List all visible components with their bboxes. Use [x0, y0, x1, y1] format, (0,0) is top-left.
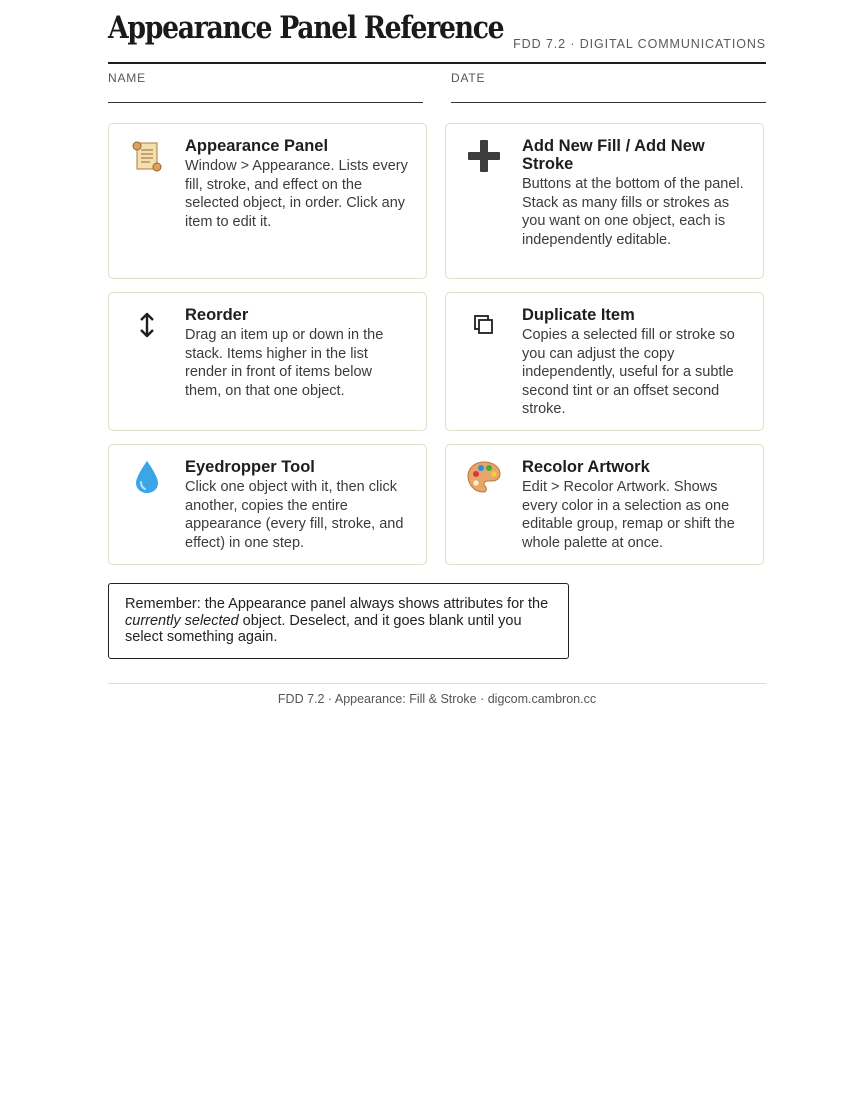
- card-description: Click one object with it, then click another, copies the entire appearance (every fill, stroke, and effect) in one step.: [185, 479, 404, 551]
- card-title: Eyedropper Tool: [185, 458, 315, 476]
- page-title: Appearance Panel Reference: [108, 10, 504, 46]
- date-field-label: DATE: [451, 71, 486, 85]
- droplet-icon: [127, 457, 167, 497]
- card-add-new-fill: [445, 123, 764, 279]
- reference-sheet: [108, 0, 766, 706]
- note-text-after: object. Deselect, and it goes blank until you select something again.: [125, 612, 522, 645]
- card-appearance-panel: [108, 123, 427, 279]
- card-description: Buttons at the bottom of the panel. Stack as many fills or strokes as you want on one object, each is independently editable.: [522, 176, 744, 248]
- card-recolor-artwork: [445, 444, 764, 565]
- student-fields: [108, 71, 766, 111]
- scroll-icon: [127, 136, 167, 176]
- card-title: Add New Fill / Add New Stroke: [522, 137, 705, 173]
- card-title: Recolor Artwork: [522, 458, 650, 476]
- card-description: Drag an item up or down in the stack. Items higher in the list render in front of items below them, on that one object.: [185, 327, 384, 399]
- card-eyedropper-tool: [108, 444, 427, 565]
- up-down-arrow-icon: [127, 305, 167, 345]
- name-field[interactable]: [108, 71, 423, 103]
- card-description: Copies a selected fill or stroke so you can adjust the copy independently, useful for a subtle second tint or an offset second stroke.: [522, 327, 735, 417]
- card-reorder: [108, 292, 427, 431]
- plus-icon: [464, 136, 504, 176]
- name-field-label: NAME: [108, 71, 146, 85]
- card-duplicate-item: [445, 292, 764, 431]
- course-subtitle: FDD 7.2 · DIGITAL COMMUNICATIONS: [513, 37, 766, 51]
- card-grid: [108, 123, 766, 565]
- header: [108, 0, 766, 64]
- duplicate-icon: [464, 305, 504, 345]
- reminder-note: [108, 583, 569, 659]
- card-title: Appearance Panel: [185, 137, 329, 155]
- palette-icon: [464, 457, 504, 497]
- footer: FDD 7.2 · Appearance: Fill & Stroke · digcom.cambron.cc: [108, 683, 766, 706]
- card-description: Edit > Recolor Artwork. Shows every color in a selection as one editable group, remap or shift the whole palette at once.: [522, 479, 735, 551]
- card-title: Reorder: [185, 306, 249, 324]
- card-title: Duplicate Item: [522, 306, 635, 324]
- card-description: Window > Appearance. Lists every fill, stroke, and effect on the selected object, in order. Click any item to edit it.: [185, 158, 408, 230]
- note-text-before: Remember: the Appearance panel always shows attributes for the: [125, 596, 549, 612]
- date-field[interactable]: [451, 71, 766, 103]
- note-emphasis: currently selected: [125, 612, 239, 629]
